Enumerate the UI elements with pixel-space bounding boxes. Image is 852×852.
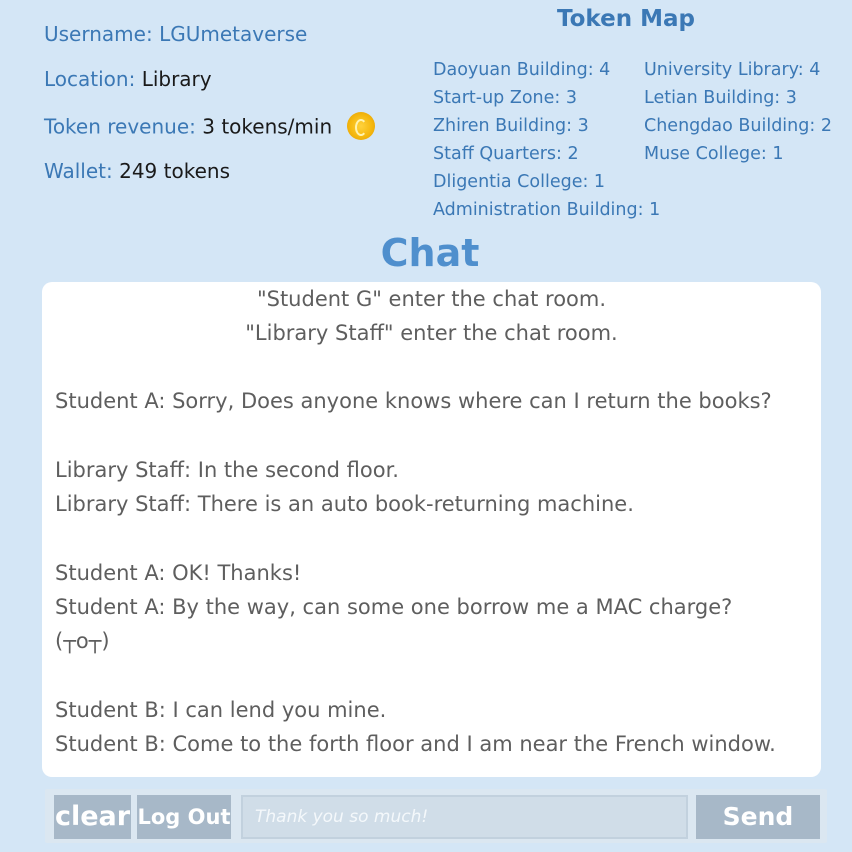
token-map-entry: Dligentia College: 1 — [433, 172, 606, 192]
wallet-row — [44, 159, 230, 183]
chat-message: Library Staff: In the second floor. — [55, 458, 399, 482]
clear-button[interactable]: clear — [54, 795, 131, 839]
location-label: Location: — [44, 67, 136, 91]
token-revenue-value: 3 tokens/min — [202, 114, 333, 139]
chat-message: Student A: Sorry, Does anyone knows where can I return the books? — [55, 389, 772, 413]
token-map-entry: Start-up Zone: 3 — [433, 88, 577, 108]
token-map-entry: Chengdao Building: 2 — [644, 116, 832, 136]
chat-message: Library Staff: There is an auto book-returning machine. — [55, 492, 634, 516]
system-message: "Library Staff" enter the chat room. — [245, 321, 618, 345]
chat-message: Student B: Come to the forth floor and I am near the French window. — [55, 732, 776, 756]
wallet-value: 249 tokens — [119, 159, 230, 183]
token-map-title: Token Map — [557, 6, 695, 32]
chat-log[interactable] — [42, 282, 821, 777]
token-map-entry: Muse College: 1 — [644, 144, 784, 164]
token-revenue-label: Token revenue: — [44, 114, 196, 139]
gold-coin-icon — [347, 112, 375, 140]
log-out-button[interactable]: Log Out — [137, 795, 231, 839]
send-button[interactable]: Send — [696, 795, 820, 839]
token-map-column-1 — [433, 56, 660, 224]
token-map-entry: Administration Building: 1 — [433, 200, 661, 220]
token-map-entry: Staff Quarters: 2 — [433, 144, 579, 164]
chat-message: Student B: I can lend you mine. — [55, 698, 387, 722]
username-row — [44, 22, 307, 46]
location-value: Library — [141, 67, 212, 91]
chat-title: Chat — [380, 231, 480, 275]
token-map-entry: Daoyuan Building: 4 — [433, 60, 611, 80]
chat-controls — [45, 789, 827, 843]
token-map-entry: Zhiren Building: 3 — [433, 116, 589, 136]
username-label: Username: — [44, 22, 153, 46]
chat-message: Student A: By the way, can some one borrow me a MAC charge? — [55, 595, 733, 619]
chat-message: (┬o┬) — [55, 629, 110, 653]
message-input[interactable] — [241, 795, 688, 839]
system-message: "Student G" enter the chat room. — [256, 287, 607, 311]
token-map-entry: University Library: 4 — [644, 60, 821, 80]
wallet-label: Wallet: — [44, 159, 113, 183]
chat-message: Student A: OK! Thanks! — [55, 561, 302, 585]
token-map-column-2 — [644, 56, 832, 168]
token-map-entry: Letian Building: 3 — [644, 88, 797, 108]
username-value: LGUmetaverse — [159, 22, 308, 46]
location-row — [44, 67, 212, 91]
token-revenue-row — [44, 114, 375, 142]
